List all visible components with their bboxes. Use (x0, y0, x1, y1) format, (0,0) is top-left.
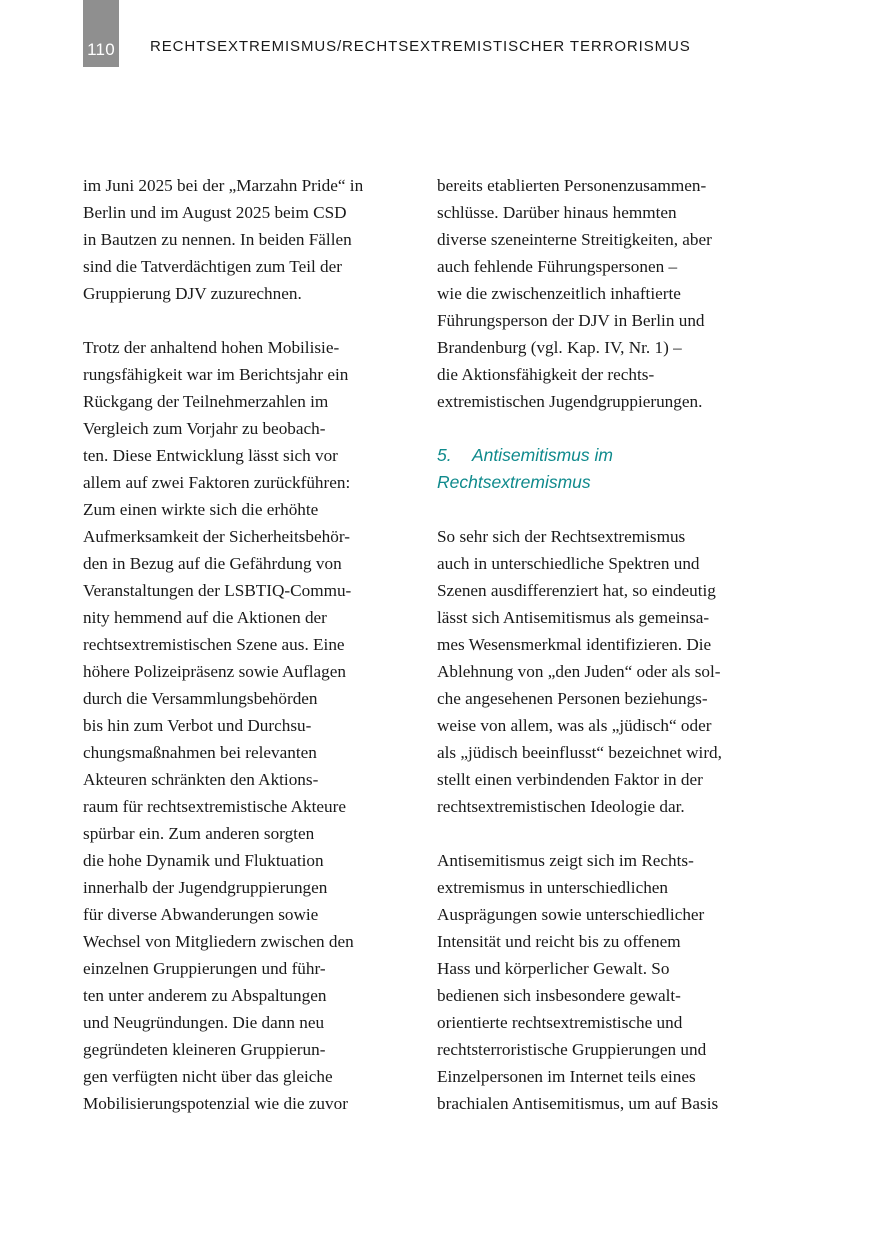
page-number: 110 (87, 40, 115, 59)
text-line: die hohe Dynamik und Fluktuation (83, 851, 324, 870)
text-line: sind die Tatverdächtigen zum Teil der (83, 257, 342, 276)
text-line: und Neugründungen. Die dann neu (83, 1013, 325, 1032)
text-line: Gruppierung DJV zuzurechnen. (83, 284, 302, 303)
text-line: stellt einen verbindenden Faktor in der (437, 770, 703, 789)
paragraph (437, 847, 767, 1117)
text-line: Zum einen wirkte sich die erhöhte (83, 500, 319, 519)
text-line: Berlin und im August 2025 beim CSD (83, 203, 347, 222)
text-line: Mobilisierungspotenzial wie die zuvor (83, 1094, 348, 1113)
text-line: als „jüdisch beeinflusst“ bezeichnet wird, (437, 743, 722, 762)
text-line: Ablehnung von „den Juden“ oder als sol- (437, 662, 721, 681)
text-line: für diverse Abwanderungen sowie (83, 905, 319, 924)
text-line: Intensität und reicht bis zu offenem (437, 932, 681, 951)
text-line: auch in unterschiedliche Spektren und (437, 554, 700, 573)
running-header-title: RECHTSEXTREMISMUS/RECHTSEXTREMISTISCHER TERRORISMUS (150, 38, 691, 55)
paragraph (437, 523, 767, 820)
text-line: höhere Polizeipräsenz sowie Auflagen (83, 662, 346, 681)
section-heading-line (437, 442, 767, 469)
text-line: innerhalb der Jugendgruppierungen (83, 878, 328, 897)
text-line: mes Wesensmerkmal identifizieren. Die (437, 635, 712, 654)
text-line: Rückgang der Teilnehmerzahlen im (83, 392, 329, 411)
text-line: ten. Diese Entwicklung lässt sich vor (83, 446, 338, 465)
page-number-tab (83, 0, 119, 67)
section-heading (437, 442, 767, 496)
left-column (83, 172, 413, 1117)
text-line: den in Bezug auf die Gefährdung von (83, 554, 342, 573)
text-line: weise von allem, was als „jüdisch“ oder (437, 716, 712, 735)
text-line: spürbar ein. Zum anderen sorgten (83, 824, 315, 843)
text-line: Führungsperson der DJV in Berlin und (437, 311, 705, 330)
section-number: 5. (437, 445, 452, 465)
text-line: Einzelpersonen im Internet teils eines (437, 1067, 696, 1086)
text-line: Brandenburg (vgl. Kap. IV, Nr. 1) – (437, 338, 682, 357)
text-line: che angesehenen Personen beziehungs- (437, 689, 708, 708)
text-line: bereits etablierten Personenzusammen- (437, 176, 707, 195)
text-line: einzelnen Gruppierungen und führ- (83, 959, 326, 978)
text-line: Veranstaltungen der LSBTIQ-Commu- (83, 581, 352, 600)
text-line: im Juni 2025 bei der „Marzahn Pride“ in (83, 176, 364, 195)
right-column (437, 172, 767, 1117)
text-line: diverse szeneinterne Streitigkeiten, aber (437, 230, 712, 249)
paragraph-gap (83, 307, 413, 334)
text-line: Ausprägungen sowie unterschiedlicher (437, 905, 705, 924)
text-line: extremismus in unterschiedlichen (437, 878, 669, 897)
text-line: lässt sich Antisemitismus als gemeinsa- (437, 608, 710, 627)
text-line: durch die Versammlungsbehörden (83, 689, 318, 708)
text-line: gen verfügten nicht über das gleiche (83, 1067, 333, 1086)
text-line: orientierte rechtsextremistische und (437, 1013, 683, 1032)
text-line: rechtsterroristische Gruppierungen und (437, 1040, 707, 1059)
text-line: Antisemitismus zeigt sich im Rechts- (437, 851, 694, 870)
text-line: rechtsextremistischen Ideologie dar. (437, 797, 685, 816)
text-line: Akteuren schränkten den Aktions- (83, 770, 319, 789)
section-title-part: Rechtsextremismus (437, 472, 591, 492)
text-line: auch fehlende Führungspersonen – (437, 257, 678, 276)
text-line: gegründeten kleineren Gruppierun- (83, 1040, 326, 1059)
section-title-part: Antisemitismus im (472, 445, 613, 465)
text-line: nity hemmend auf die Aktionen der (83, 608, 327, 627)
text-line: rungsfähigkeit war im Berichtsjahr ein (83, 365, 349, 384)
text-line: die Aktionsfähigkeit der rechts- (437, 365, 655, 384)
paragraph-gap (437, 496, 767, 523)
text-line: Szenen ausdifferenziert hat, so eindeutig (437, 581, 716, 600)
text-line: Trotz der anhaltend hohen Mobilisie- (83, 338, 340, 357)
text-line: wie die zwischenzeitlich inhaftierte (437, 284, 681, 303)
text-line: So sehr sich der Rechtsextremismus (437, 527, 686, 546)
text-line: ten unter anderem zu Abspaltungen (83, 986, 327, 1005)
text-line: bedienen sich insbesondere gewalt- (437, 986, 681, 1005)
paragraph (83, 334, 413, 1117)
text-line: rechtsextremistischen Szene aus. Eine (83, 635, 345, 654)
text-line: Vergleich zum Vorjahr zu beobach- (83, 419, 326, 438)
paragraph-gap (437, 820, 767, 847)
text-line: chungsmaßnahmen bei relevanten (83, 743, 317, 762)
text-line: Aufmerksamkeit der Sicherheitsbehör- (83, 527, 350, 546)
text-line: raum für rechtsextremistische Akteure (83, 797, 346, 816)
text-line: schlüsse. Darüber hinaus hemmten (437, 203, 677, 222)
text-line: in Bautzen zu nennen. In beiden Fällen (83, 230, 352, 249)
text-line: allem auf zwei Faktoren zurückführen: (83, 473, 351, 492)
text-line: bis hin zum Verbot und Durchsu- (83, 716, 312, 735)
text-line: brachialen Antisemitismus, um auf Basis (437, 1094, 719, 1113)
text-line: Wechsel von Mitgliedern zwischen den (83, 932, 354, 951)
paragraph (437, 172, 767, 415)
text-line: Hass und körperlicher Gewalt. So (437, 959, 670, 978)
paragraph (83, 172, 413, 307)
text-line: extremistischen Jugendgruppierungen. (437, 392, 703, 411)
paragraph-gap (437, 415, 767, 442)
